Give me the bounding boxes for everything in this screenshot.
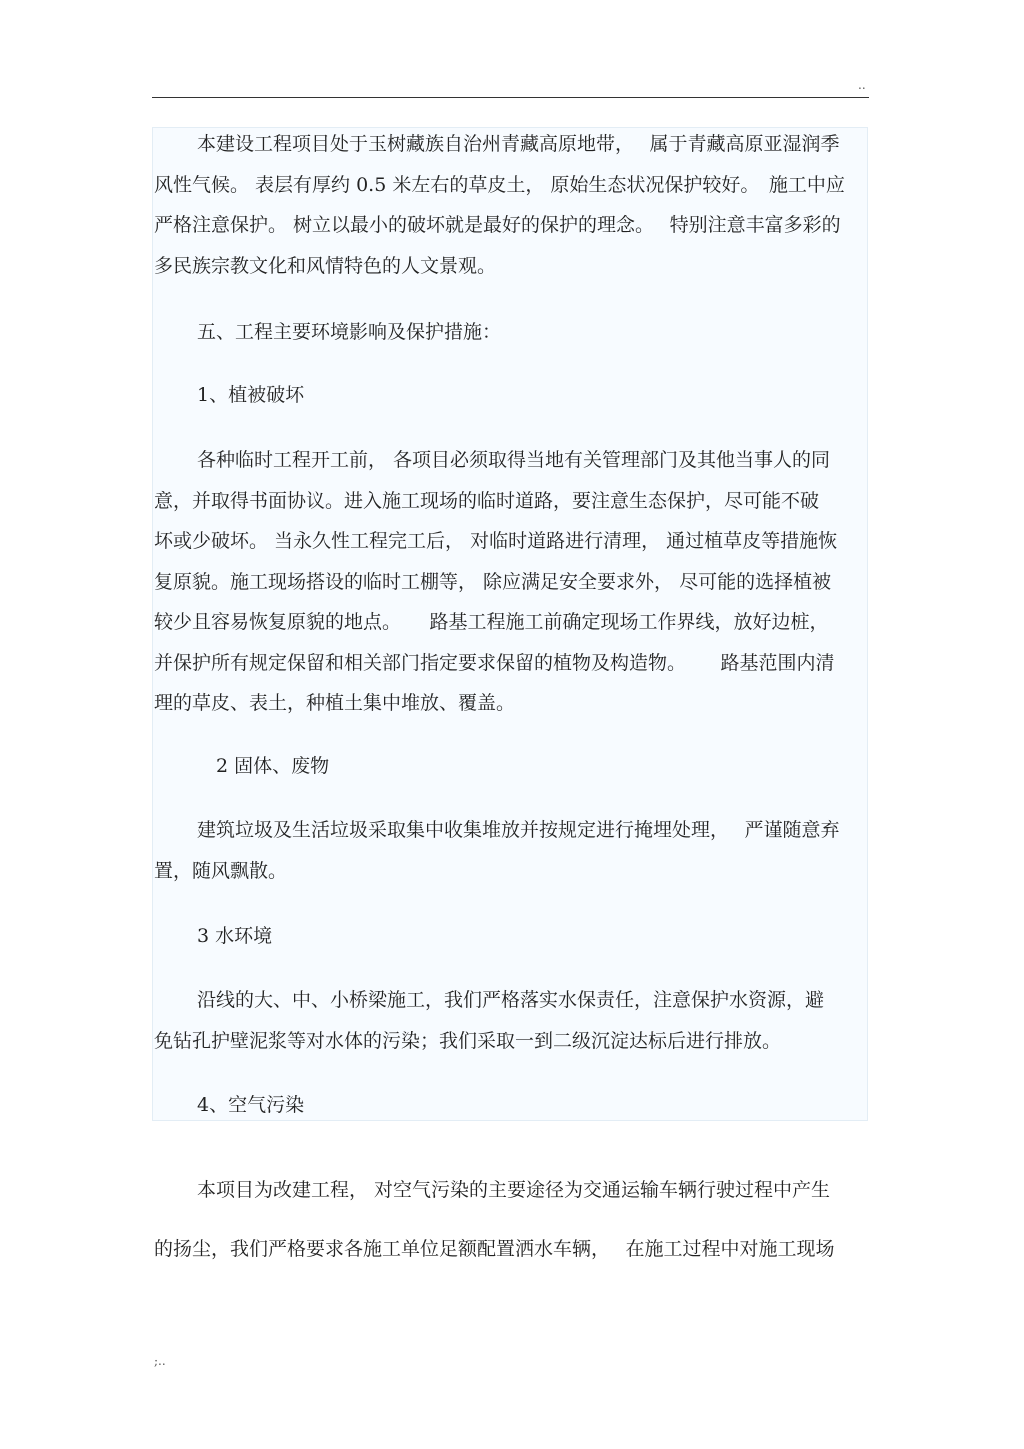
text-line: 多民族宗教文化和风情特色的人文景观。 — [154, 254, 497, 277]
text-line: 各种临时工程开工前， 各项目必须取得当地有关管理部门及其他当事人的同 — [197, 449, 831, 471]
item-heading-vegetation: 1、植被破坏 — [197, 384, 305, 406]
item-heading-solid-waste: 2 固体、废物 — [216, 755, 330, 777]
text-line: 较少且容易恢复原貌的地点。 路基工程施工前确定现场工作界线，放好边桩， — [154, 611, 829, 633]
text-line: 严格注意保护。 树立以最小的破坏就是最好的保护的理念。 特别注意丰富多彩的 — [154, 214, 841, 236]
text-line: 意，并取得书面协议。进入施工现场的临时道路，要注意生态保护，尽可能不破 — [154, 489, 820, 512]
text-line: 置，随风飘散。 — [154, 859, 288, 882]
text-line: 复原貌。施工现场搭设的临时工棚等， 除应满足安全要求外， 尽可能的选择植被 — [154, 570, 832, 593]
text-line: 的扬尘，我们严格要求各施工单位足额配置洒水车辆， 在施工过程中对施工现场 — [154, 1238, 835, 1260]
vegetation-paragraph — [154, 440, 866, 724]
text-line: 本项目为改建工程， 对空气污染的主要途径为交通运输车辆行驶过程中产生 — [197, 1179, 831, 1201]
text-line: 本建设工程项目处于玉树藏族自治州青藏高原地带， 属于青藏高原亚湿润季 — [197, 133, 840, 155]
intro-paragraph — [154, 124, 866, 286]
header-rule — [152, 97, 869, 98]
footer-mark: ;.. — [154, 1354, 166, 1368]
item-heading-water: 3 水环境 — [197, 925, 273, 947]
text-line: 免钻孔护壁泥浆等对水体的污染；我们采取一到二级沉淀达标后进行排放。 — [154, 1029, 782, 1052]
text-line: 风性气候。 表层有厚约 0.5 米左右的草皮土， 原始生态状况保护较好。 施工中应 — [154, 173, 845, 196]
header-mark: .. — [858, 78, 866, 92]
text-line: 理的草皮、表土，种植土集中堆放、覆盖。 — [154, 692, 516, 714]
text-line: 坏或少破坏。 当永久性工程完工后， 对临时道路进行清理， 通过植草皮等措施恢 — [154, 530, 838, 552]
text-line: 并保护所有规定保留和相关部门指定要求保留的植物及构造物。 路基范围内清 — [154, 651, 835, 674]
text-line: 建筑垃圾及生活垃圾采取集中收集堆放并按规定进行掩埋处理， 严谨随意弃 — [197, 819, 840, 841]
air-paragraph — [154, 1161, 866, 1279]
section-heading: 五、工程主要环境影响及保护措施： — [197, 321, 502, 343]
solid-waste-paragraph — [154, 810, 866, 891]
text-line: 沿线的大、中、小桥梁施工，我们严格落实水保责任，注意保护水资源，避 — [197, 989, 825, 1011]
water-paragraph — [154, 980, 866, 1061]
item-heading-air: 4、空气污染 — [197, 1094, 305, 1116]
